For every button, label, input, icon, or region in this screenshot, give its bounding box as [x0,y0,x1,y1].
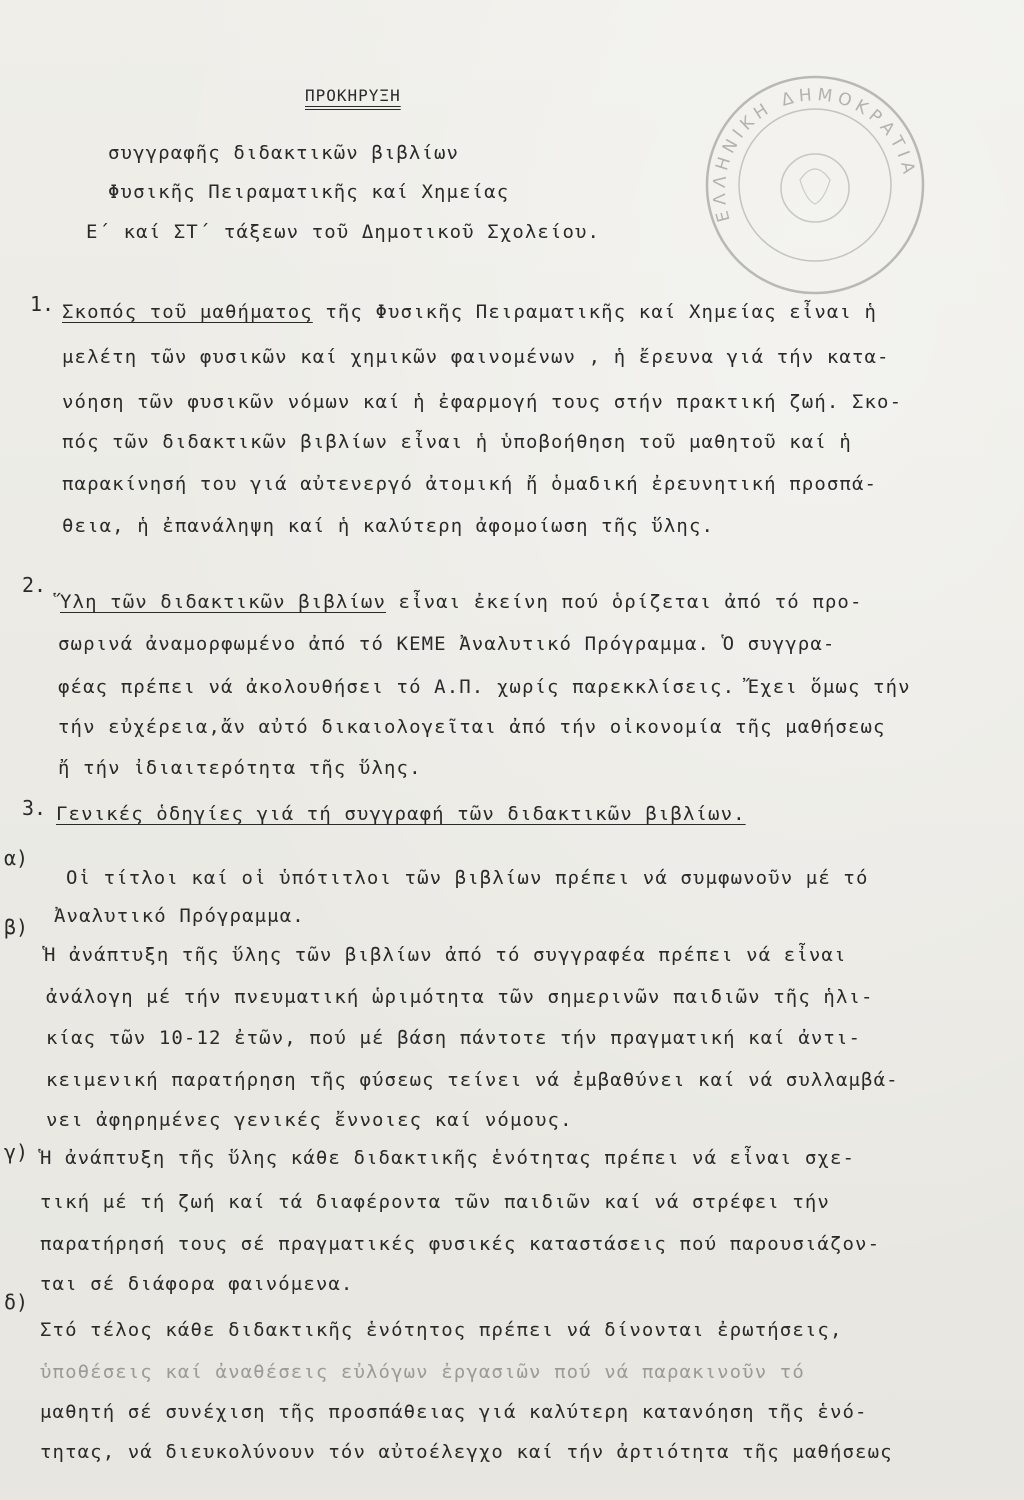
item-c-line-1: Ἡ ἀνάπτυξη τῆς ὕλης κάθε διδακτικῆς ἑνότητας πρέπει νά εἶναι σχε- [40,1147,856,1169]
item-c-line-3: παρατήρησή τους σέ πραγματικές φυσικές καταστάσεις πού παρουσιάζον- [40,1233,881,1255]
item-b-line-2: ἀνάλογη μέ τήν πνευματική ὡριμότητα τῶν σημερινῶν παιδιῶν τῆς ἡλι- [46,986,874,1008]
section-1-line-3: νόηση τῶν φυσικῶν νόμων καί ἡ ἐφαρμογή τους στήν πρακτική ζωή. Σκο- [62,391,903,413]
item-d-line-1: Στό τέλος κάθε διδακτικῆς ἑνότητος πρέπει νά δίνονται ἐρωτήσεις, [40,1319,843,1341]
item-d-line-2: ὑποθέσεις καί ἀναθέσεις εὐλόγων ἐργασιῶν πού νά παρακινοῦν τό [40,1361,805,1383]
item-b-line-1: Ἡ ἀνάπτυξη τῆς ὕλης τῶν βιβλίων ἀπό τό συγγραφέα πρέπει νά εἶναι [44,944,847,966]
section-2-line-3: φέας πρέπει νά ἀκολουθήσει τό Α.Π. χωρίς παρεκκλίσεις. Ἔχει ὅμως τήν [58,676,911,698]
item-c-line-2: τική μέ τή ζωή καί τά διαφέροντα τῶν παιδιῶν καί νά στρέφει τήν [40,1191,830,1213]
item-b-line-3: κίας τῶν 10-12 ἐτῶν, πού μέ βάση πάντοτε τήν πραγματική καί ἀντι- [46,1027,862,1049]
section-1-line-5: παρακίνησή του γιά αὐτενεργό ἀτομική ἤ ὁμαδική ἐρευνητική προσπά- [62,473,878,495]
item-d-marker: δ) [4,1290,29,1314]
section-2-line-5: ἤ τήν ἰδιαιτερότητα τῆς ὕλης. [58,757,422,779]
item-b-line-5: νει ἀφηρημένες γενικές ἔννοιες καί νόμους. [46,1109,573,1131]
item-a-marker: α) [4,846,29,870]
stamp-text: ΕΛΛΗΝΙΚΗ ΔΗΜΟΚΡΑΤΙΑ [709,85,920,225]
section-1-heading: Σκοπός τοῦ μαθήματος [62,301,313,323]
section-3-marker: 3. [22,796,47,820]
subtitle-line-2: Φυσικῆς Πειραματικῆς καί Χημείας [108,181,510,203]
section-2-text: εἶναι ἐκείνη πού ὁρίζεται ἀπό τό προ- [386,591,863,613]
item-c-marker: γ) [4,1140,29,1164]
item-b-line-4: κειμενική παρατήρηση τῆς φύσεως τείνει νά ἐμβαθύνει καί νά συλλαμβά- [46,1069,899,1091]
section-1-line-6: θεια, ἡ ἐπανάληψη καί ἡ καλύτερη ἀφομοίωση τῆς ὕλης. [62,515,715,537]
section-3-heading: Γενικές ὁδηγίες γιά τή συγγραφή τῶν διδακτικῶν βιβλίων. [56,803,746,825]
section-2-marker: 2. [22,573,47,597]
item-d-line-3: μαθητή σέ συνέχιση τῆς προσπάθειας γιά καλύτερη κατανόηση τῆς ἑνό- [40,1401,868,1423]
item-a-line-2: Ἀναλυτικό Πρόγραμμα. [54,905,305,927]
section-2-line-1 [60,590,863,614]
item-d-line-4: τητας, νά διευκολύνουν τόν αὐτοέλεγχο καί τήν ἀρτιότητα τῆς μαθήσεως [40,1441,893,1463]
section-1-marker: 1. [30,292,55,316]
item-a-line-1: Οἱ τίτλοι καί οἱ ὑπότιτλοι τῶν βιβλίων πρέπει νά συμφωνοῦν μέ τό [66,867,869,889]
item-c-line-4: ται σέ διάφορα φαινόμενα. [40,1273,354,1295]
section-1-line-2: μελέτη τῶν φυσικῶν καί χημικῶν φαινομένων , ἡ ἔρευνα γιά τήν κατα- [62,346,890,368]
subtitle-line-3: Ε΄ καί ΣΤ΄ τάξεων τοῦ Δημοτικοῦ Σχολείου. [86,221,601,243]
item-b-marker: β) [4,915,29,939]
section-2-line-2: σωρινά ἀναμορφωμένο ἀπό τό ΚΕΜΕ Ἀναλυτικό Πρόγραμμα. Ὁ συγγρα- [58,633,836,655]
section-2-line-4: τήν εὐχέρεια,ἄν αὐτό δικαιολογεῖται ἀπό τήν οἰκονομία τῆς μαθήσεως [58,716,886,738]
subtitle-line-1: συγγραφῆς διδακτικῶν βιβλίων [108,142,460,164]
section-2-heading: Ὕλη τῶν διδακτικῶν βιβλίων [60,591,387,613]
section-1-line-1 [62,300,877,324]
section-1-line-4: πός τῶν διδακτικῶν βιβλίων εἶναι ἡ ὑποβοήθηση τοῦ μαθητοῦ καί ἡ [62,431,852,453]
document-title: ΠΡΟΚΗΡΥΞΗ [305,86,401,105]
official-stamp [700,70,930,300]
section-1-text: τῆς Φυσικῆς Πειραματικῆς καί Χημείας εἶναι ἡ [312,301,878,323]
